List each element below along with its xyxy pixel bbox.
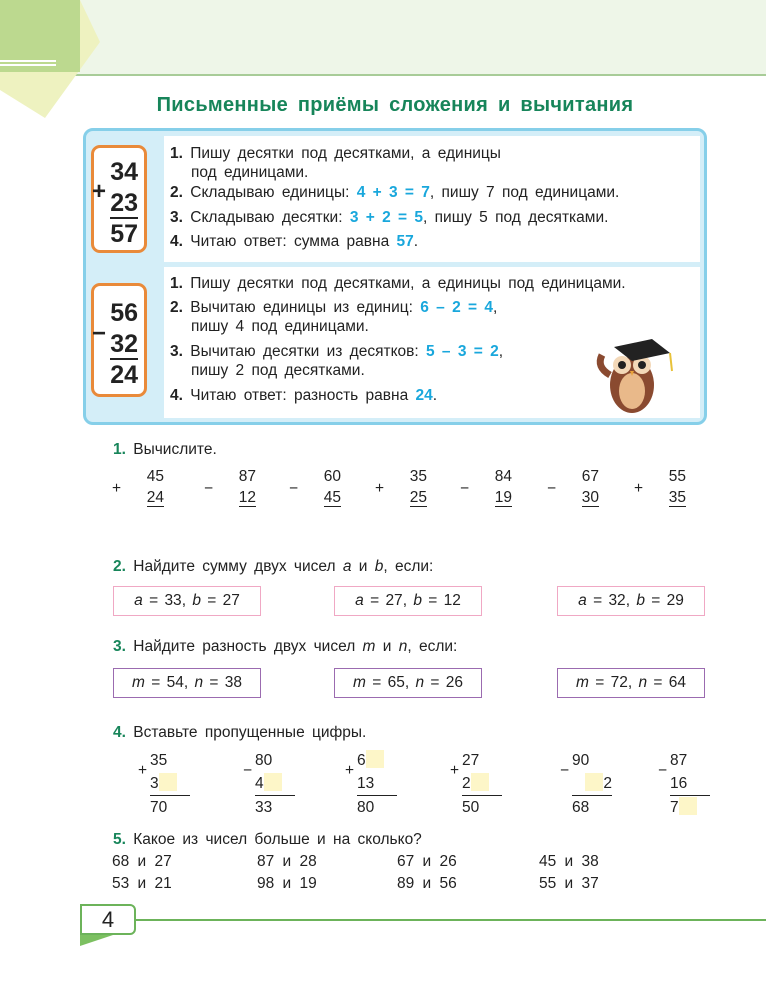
operand-2-value: 24 <box>146 489 164 506</box>
comparison-pair: 98 и 19 <box>257 875 317 892</box>
operand-2 <box>559 487 599 508</box>
comparison-pair: 68 и 27 <box>112 853 172 870</box>
variable-2: b <box>192 592 201 609</box>
result-value: 50 <box>462 799 480 816</box>
operand-1-value: 6 <box>357 752 366 769</box>
operand-2-line <box>255 772 295 796</box>
operand-2-line <box>357 772 397 796</box>
result <box>357 796 417 819</box>
step-text: Пишу десятки под десятками, а единицы <box>190 145 501 162</box>
operand-2 <box>462 772 522 796</box>
comparison-pair: 53 и 21 <box>112 875 172 892</box>
step-number: 1. <box>170 275 183 292</box>
addend-1: 34 <box>110 158 138 186</box>
addend-2: 23 <box>110 189 138 217</box>
minuend: 56 <box>110 299 138 327</box>
operand-1-value: 87 <box>670 752 688 769</box>
step-text: , пишу 7 под единицами. <box>429 184 620 201</box>
exercise-4-heading: 4. Вставьте пропущенные цифры. <box>113 724 367 741</box>
step-text: Пишу десятки под десятками, а единицы под единицами. <box>190 275 626 292</box>
variable-1: a <box>134 592 143 609</box>
operand-1-value: 80 <box>255 752 273 769</box>
result <box>150 796 210 819</box>
operation-sign: + <box>375 480 385 497</box>
variable-1: m <box>352 674 366 691</box>
result <box>462 796 522 819</box>
operand-2 <box>124 487 164 508</box>
footer-line <box>130 919 766 921</box>
operand-1 <box>150 749 210 772</box>
operand-2-line <box>572 772 612 796</box>
variable-2: b <box>636 592 645 609</box>
variable-1: a <box>578 592 587 609</box>
result <box>572 796 632 819</box>
operand-2-value: 2 <box>462 775 471 792</box>
missing-digit-problem <box>450 749 522 819</box>
operand-2-line <box>462 772 502 796</box>
condition-box: m = 65, n = 26 <box>334 668 482 698</box>
page-number: 4 <box>80 904 136 935</box>
step-4 <box>170 386 437 405</box>
missing-digit-problem <box>560 749 632 819</box>
exercise-5-heading: 5. Какое из чисел больше и на сколько? <box>113 831 422 848</box>
exercise-1-heading: 1. Вычислите. <box>113 441 217 458</box>
step-1 <box>170 144 501 182</box>
operand-1-value: 90 <box>572 752 590 769</box>
exercise-3-heading: 3. Найдите разность двух чисел m и n, если: <box>113 638 458 655</box>
operand-2-value: 45 <box>323 489 341 506</box>
operand-2-value: 3 <box>150 775 159 792</box>
step-4 <box>170 232 418 251</box>
operand-1 <box>255 749 315 772</box>
operand-2 <box>357 772 417 796</box>
operand-2-value: 4 <box>255 775 264 792</box>
variable-2: n <box>194 674 204 691</box>
step-number: 2. <box>170 184 183 201</box>
step-text: , <box>498 343 504 360</box>
plus-sign: + <box>92 178 107 205</box>
operation-sign: − <box>460 480 470 497</box>
operation-sign: + <box>634 480 644 497</box>
comparison-pair: 55 и 37 <box>539 875 599 892</box>
comparison-pair: 87 и 28 <box>257 853 317 870</box>
column-problem <box>460 466 512 508</box>
column-problem <box>289 466 341 508</box>
step-2 <box>170 183 619 202</box>
step-continuation: пишу 2 под десятками. <box>191 362 365 379</box>
operand-2 <box>670 772 730 796</box>
missing-digit-box[interactable] <box>366 750 384 768</box>
subtrahend: 32 <box>110 330 138 358</box>
operand-1 <box>572 749 632 772</box>
missing-digit-box[interactable] <box>471 773 489 791</box>
step-1 <box>170 274 626 293</box>
highlight-equation: 3 + 2 = 5 <box>349 209 424 226</box>
column-problem <box>547 466 599 508</box>
variable-2: b <box>413 592 422 609</box>
step-text: Складываю десятки: <box>190 209 350 226</box>
missing-digit-problem <box>243 749 315 819</box>
owl-illustration <box>592 327 682 417</box>
result-value: 33 <box>255 799 273 816</box>
operand-2-value: 19 <box>494 489 512 506</box>
condition-box: a = 32, b = 29 <box>557 586 705 616</box>
operand-1: 45 <box>146 468 164 485</box>
column-problem <box>634 466 686 508</box>
sum: 57 <box>110 220 138 248</box>
step-text: Вычитаю единицы из единиц: <box>190 299 421 316</box>
page-title: Письменные приёмы сложения и вычитания <box>156 94 634 116</box>
operand-1-value: 35 <box>150 752 168 769</box>
operand-2-value: 12 <box>238 489 256 506</box>
comparison-pair: 45 и 38 <box>539 853 599 870</box>
operand-2-value: 25 <box>409 489 427 506</box>
value-2: 27 <box>222 592 240 609</box>
value-2: 29 <box>666 592 684 609</box>
operand-1: 55 <box>668 468 686 485</box>
minus-sign: − <box>92 320 107 347</box>
step-continuation: под единицами. <box>191 164 309 181</box>
step-continuation: пишу 4 под единицами. <box>191 318 369 335</box>
step-number: 3. <box>170 209 183 226</box>
highlight-equation: 6 – 2 = 4 <box>420 299 493 316</box>
step-text: Вычитаю десятки из десятков: <box>190 343 426 360</box>
condition-box: a = 27, b = 12 <box>334 586 482 616</box>
step-number: 4. <box>170 387 183 404</box>
footer-decoration <box>80 934 116 946</box>
highlight-equation: 57 <box>396 233 414 250</box>
step-number: 2. <box>170 299 183 316</box>
step-text: . <box>432 387 438 404</box>
operand-1: 60 <box>323 468 341 485</box>
operand-2 <box>216 487 256 508</box>
value-1: 65 <box>387 674 405 691</box>
variable-2: n <box>638 674 648 691</box>
operation-sign: − <box>289 480 299 497</box>
operation-sign: − <box>243 762 253 779</box>
addition-steps-panel <box>164 136 700 262</box>
step-text: Читаю ответ: сумма равна <box>190 233 397 250</box>
value-1: 33 <box>164 592 182 609</box>
step-text: Складываю единицы: <box>190 184 357 201</box>
result <box>255 796 315 819</box>
step-number: 4. <box>170 233 183 250</box>
missing-digit-box[interactable] <box>159 773 177 791</box>
rule-box <box>83 128 707 425</box>
difference: 24 <box>110 361 138 389</box>
operand-2-line <box>150 772 190 796</box>
value-1: 54 <box>166 674 184 691</box>
column-problem <box>375 466 427 508</box>
value-1: 27 <box>385 592 403 609</box>
operand-2-value: 35 <box>668 489 686 506</box>
result-value: 70 <box>150 799 168 816</box>
step-number: 3. <box>170 343 183 360</box>
missing-digit-problem <box>138 749 210 819</box>
comparison-pair: 89 и 56 <box>397 875 457 892</box>
variable-1: m <box>575 674 589 691</box>
operand-2 <box>387 487 427 508</box>
operand-1 <box>357 749 417 772</box>
operand-2 <box>301 487 341 508</box>
operand-1: 84 <box>494 468 512 485</box>
highlight-equation: 24 <box>415 387 433 404</box>
operand-2 <box>150 772 210 796</box>
operation-sign: − <box>560 762 570 779</box>
result <box>670 796 730 819</box>
subtraction-example <box>91 283 147 397</box>
operand-1-value: 27 <box>462 752 480 769</box>
addition-example <box>91 145 147 253</box>
operand-2-value: 30 <box>581 489 599 506</box>
result-value: 80 <box>357 799 375 816</box>
operation-sign: − <box>658 762 668 779</box>
step-text: . <box>413 233 419 250</box>
missing-digit-box[interactable] <box>264 773 282 791</box>
operation-sign: + <box>450 762 460 779</box>
variable-1: m <box>131 674 145 691</box>
result-value: 7 <box>670 799 679 816</box>
operand-1: 67 <box>581 468 599 485</box>
operation-sign: − <box>204 480 214 497</box>
column-problem <box>204 466 256 508</box>
step-2 <box>170 298 497 336</box>
operand-1 <box>670 749 730 772</box>
operand-1: 35 <box>409 468 427 485</box>
result-value: 68 <box>572 799 590 816</box>
step-3 <box>170 208 608 227</box>
operand-2-value: 2 <box>603 775 612 792</box>
condition-box: a = 33, b = 27 <box>113 586 261 616</box>
step-number: 1. <box>170 145 183 162</box>
corner-stripes <box>0 60 56 62</box>
variable-2: n <box>415 674 425 691</box>
operation-sign: − <box>547 480 557 497</box>
value-1: 32 <box>608 592 626 609</box>
operation-sign: + <box>112 480 122 497</box>
exercise-2-heading: 2. Найдите сумму двух чисел a и b, если: <box>113 558 434 575</box>
operand-2-value: 16 <box>670 775 688 792</box>
operation-sign: + <box>138 762 148 779</box>
operand-2-value: 13 <box>357 775 375 792</box>
comparison-pair: 67 и 26 <box>397 853 457 870</box>
operand-2 <box>472 487 512 508</box>
highlight-equation: 4 + 3 = 7 <box>356 184 430 201</box>
operand-1: 87 <box>238 468 256 485</box>
condition-box: m = 54, n = 38 <box>113 668 261 698</box>
operand-2-line <box>670 772 710 796</box>
missing-digit-box[interactable] <box>585 773 603 791</box>
missing-digit-box[interactable] <box>679 797 697 815</box>
value-2: 64 <box>668 674 686 691</box>
column-problem <box>112 466 164 508</box>
operand-2 <box>572 772 632 796</box>
highlight-equation: 5 – 3 = 2 <box>426 343 499 360</box>
missing-digit-problem <box>345 749 417 819</box>
step-text: , <box>493 299 498 316</box>
value-1: 72 <box>610 674 628 691</box>
operand-1 <box>462 749 522 772</box>
missing-digit-problem <box>658 749 730 819</box>
step-3 <box>170 342 503 380</box>
operand-2 <box>255 772 315 796</box>
value-2: 12 <box>443 592 461 609</box>
variable-1: a <box>355 592 364 609</box>
step-text: , пишу 5 под десятками. <box>423 209 609 226</box>
header-band <box>0 0 766 76</box>
value-2: 38 <box>224 674 242 691</box>
step-text: Читаю ответ: разность равна <box>190 387 416 404</box>
condition-box: m = 72, n = 64 <box>557 668 705 698</box>
operand-2 <box>646 487 686 508</box>
value-2: 26 <box>445 674 463 691</box>
operation-sign: + <box>345 762 355 779</box>
